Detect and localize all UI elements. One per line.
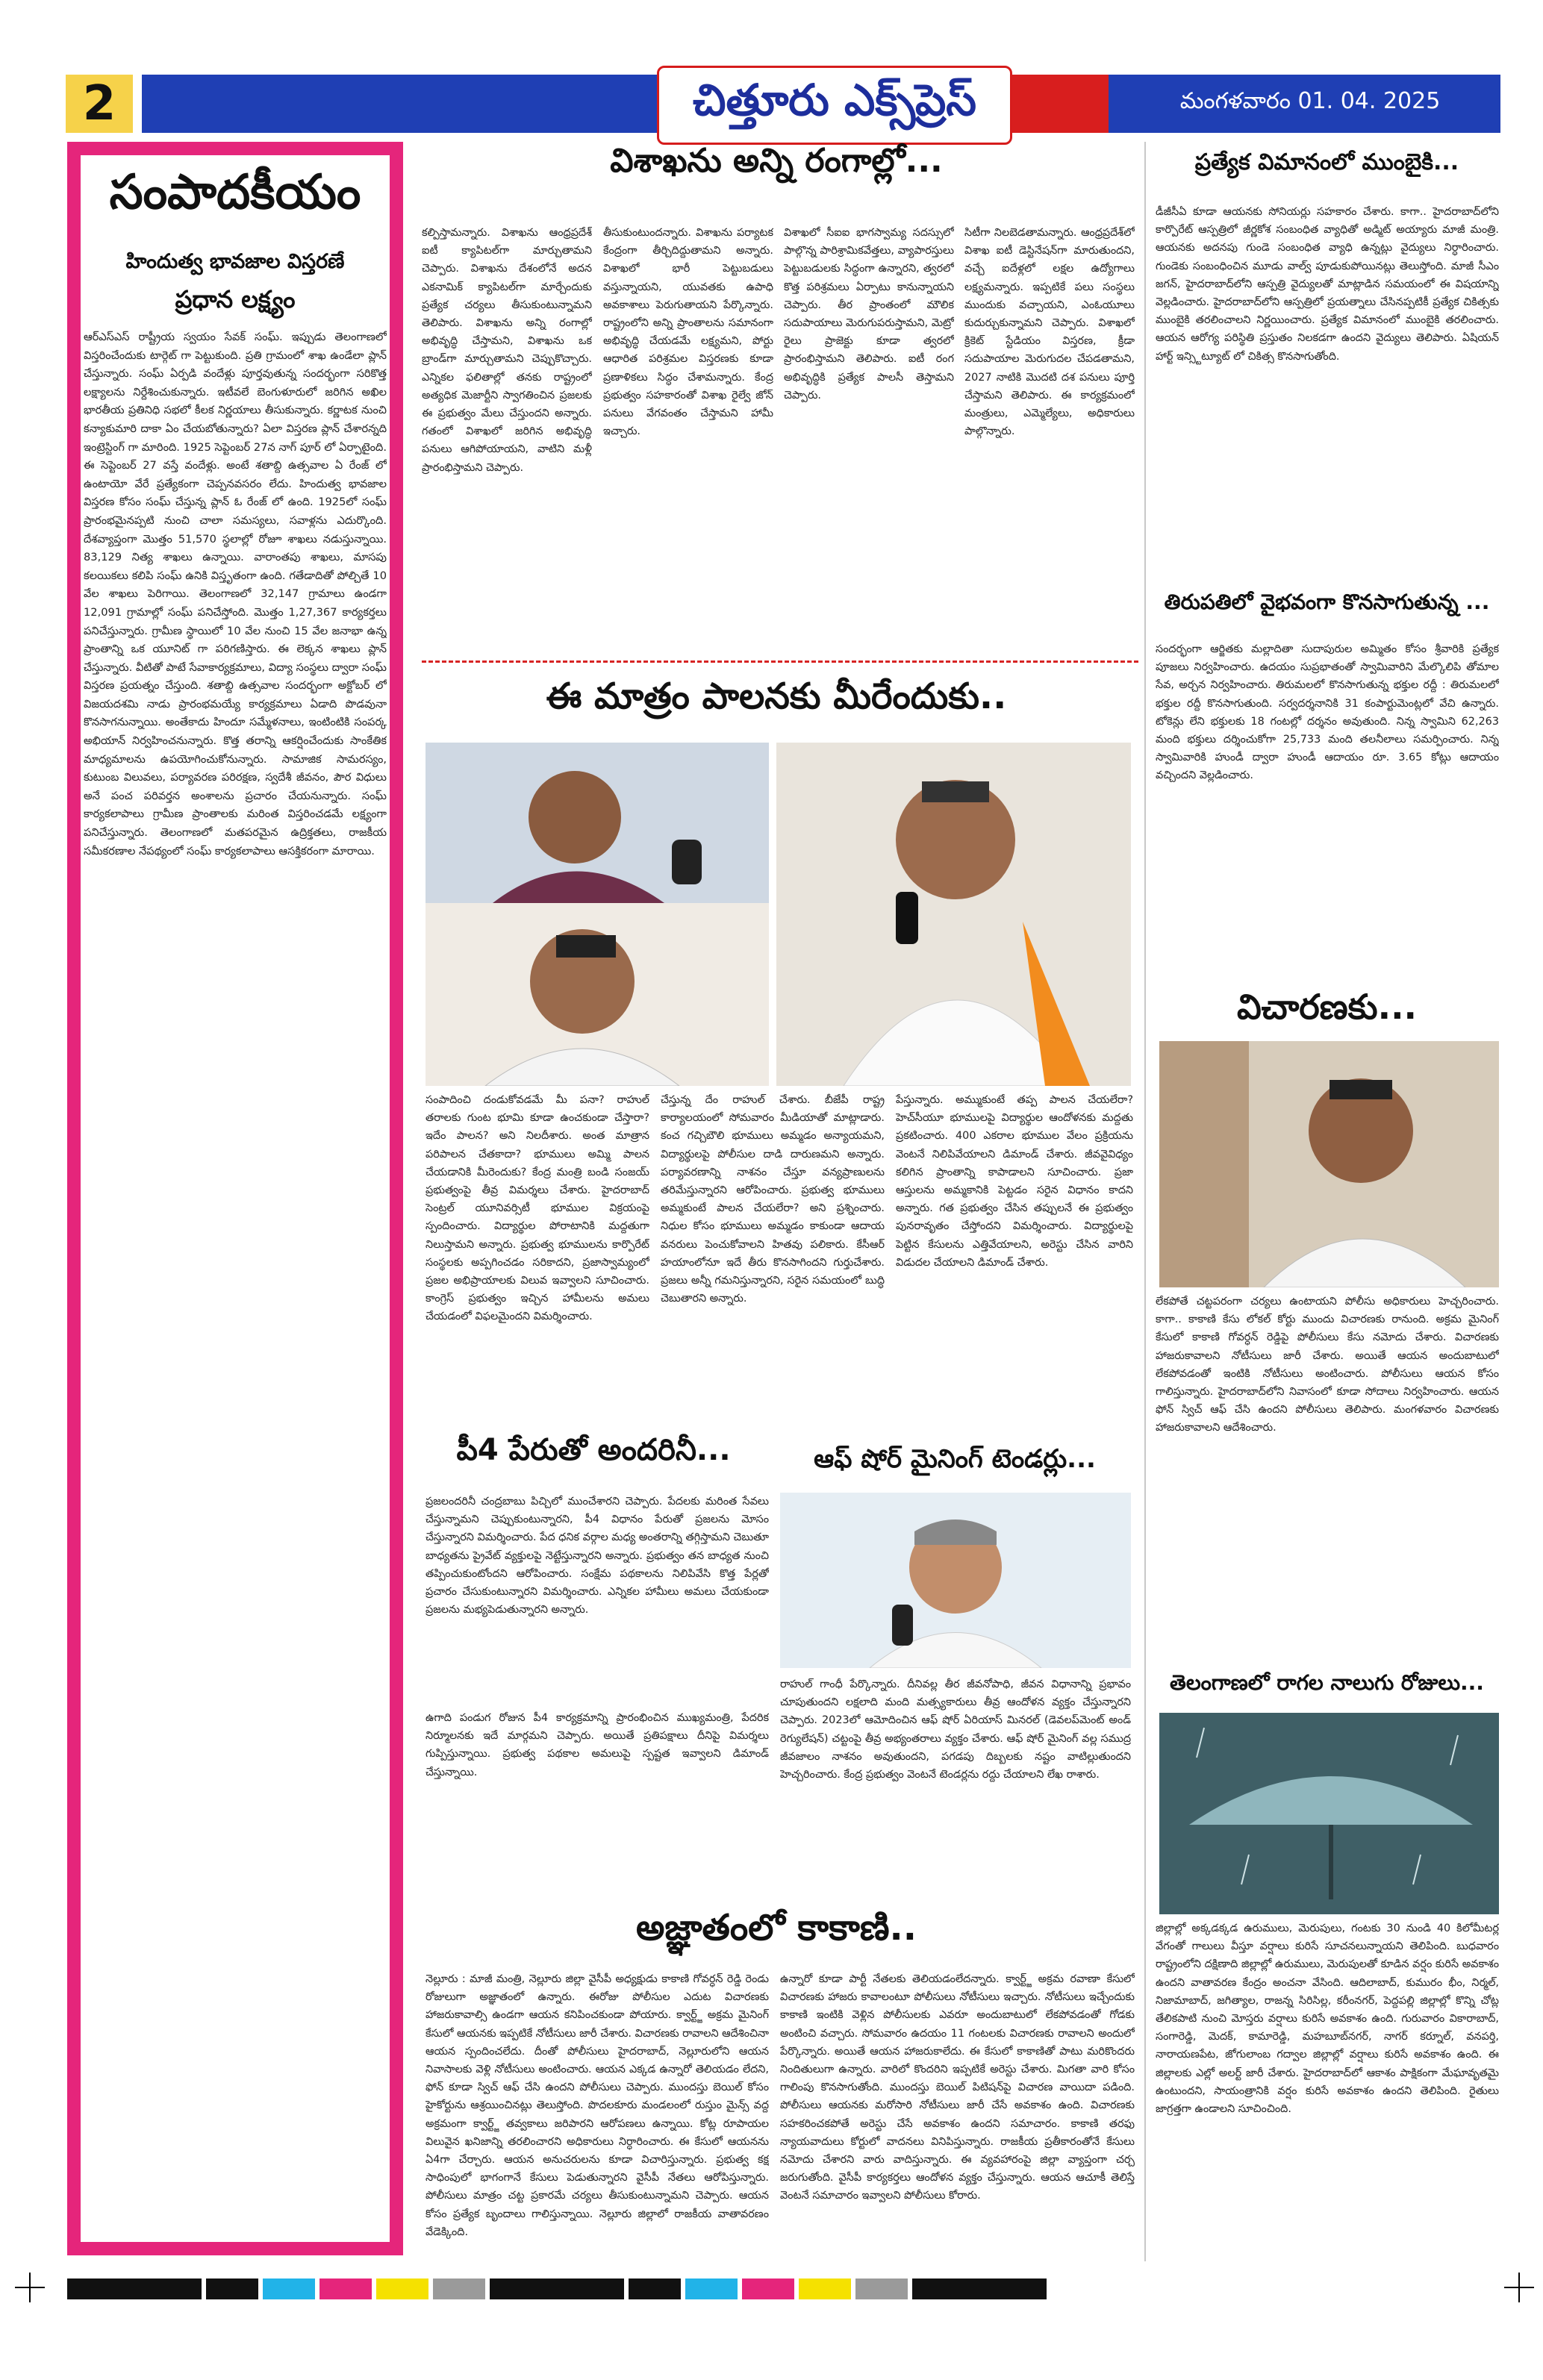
page-number: 2 (66, 75, 133, 133)
issue-date: మంగళవారం 01. 04. 2025 (1179, 88, 1441, 114)
special-flight-body: డీజీసీఏ కూడా ఆయనకు సోనియర్లు సహకారం చేశారు. కాగా.. హైదరాబాద్‌లోని కార్పొరేట్ ఆస్పత్రిలో జీర్ణకోశ సంబంధిత వ్యాధితో అడ్మిట్ అయ్యారు మాజీ మంత్రి. ఆయనకు అదనపు గుండె సంబంధిత వ్యాధి ఉన్నట్లు వైద్యులు నిర్ధారించారు. గుండెకు సంబంధించిన మూడు వాల్వ్ పూడుకుపోయినట్లు తెలుస్తోంది. మాజీ సీఎం జగన్, హైదరాబాద్‌లోని ఆస్పత్రి వైద్యులతో మాట్లాడిన సమయంలో ఈ విషయాన్ని వెల్లడించారు. హైదరాబాద్‌లోని ఆస్పత్రిలో ప్రయత్నాలు చేసినప్పటికీ ప్రత్యేక చికిత్సకు ముంబైకి తరలించాలని నిర్ణయించారు. ప్రత్యేక విమానంలో ముంబైకి తరలించారు. ఆయన ఆరోగ్య పరిస్థితి ప్రస్తుతం నిలకడగా ఉందని వైద్యులు తెలిపారు. ఏషియన్ హార్ట్ ఇన్స్టిట్యూట్ లో చికిత్స కొనసాగుతోంది. (1156, 206, 1499, 363)
governance-col-3: పేస్తున్నారు. అమ్ముకుంటే తప్ప పాలన చేయలేరా? హెచ్‌సీయూ భూములపై విద్యార్థుల ఆందోళనకు మద్దతు ప్రకటించారు. 400 ఎకరాల భూముల వేలం ప్రక్రియను వెంటనే నిలిపివేయాలని డిమాండ్ చేశారు. జీవవైవిధ్యం కలిగిన ప్రాంతాన్ని కాపాడాలని సూచించారు. ప్రజా ఆస్తులను అమ్మకానికి పెట్టడం సరైన విధానం కాదని అన్నారు. గత ప్రభుత్వం చేసిన తప్పులనే ఈ ప్రభుత్వం పునరావృతం చేస్తోందని విమర్శించారు. విద్యార్థులపై పెట్టిన కేసులను ఎత్తివేయాలని, అరెస్టు చేసిన వారిని విడుదల చేయాలని డిమాండ్ చేశారు. (896, 1094, 1133, 1269)
register-swatch (855, 2279, 908, 2299)
headline-p4: పీ4 పేరుతో అందరినీ... (456, 1433, 731, 1467)
kakani-col-2: ఉన్నారో కూడా పార్టీ నేతలకు తెలియడంలేదన్నారు. క్వార్ట్జ్ అక్రమ రవాణా కేసులో విచారణకు హాజరు కావాలంటూ పోలీసులు నోటీసులు ఇచ్చారు. నోటీసులు ఇచ్చేందుకు కాకాణి ఇంటికి వెళ్లిన పోలీసులకు ఎవరూ అందుబాటులో లేకపోవడంతో గోడకు అంటించి వచ్చారు. సోమవారం ఉదయం 11 గంటలకు విచారణకు రావాలని అందులో పేర్కొన్నారు. అయితే ఆయన హాజరుకాలేదు. ఈ కేసులో కాకాణితో పాటు మరికొందరు నిందితులుగా ఉన్నారు. వారిలో కొందరిని ఇప్పటికే అరెస్టు చేశారు. మిగతా వారి కోసం గాలింపు కొనసాగుతోంది. ముందస్తు బెయిల్ పిటిషన్‌పై విచారణ వాయిదా పడింది. పోలీసులు ఆయనకు మరోసారి నోటీసులు జారీ చేసే అవకాశం ఉంది. విచారణకు సహకరించకపోతే అరెస్టు చేసే అవకాశం ఉందని సమాచారం. కాకాణి తరఫు న్యాయవాదులు కోర్టులో వాదనలు వినిపిస్తున్నారు. రాజకీయ ప్రతీకారంతోనే కేసులు నమోదు చేశారని వారు వాదిస్తున్నారు. ఈ వ్యవహారంపై జిల్లా వ్యాప్తంగా చర్చ జరుగుతోంది. వైసీపీ కార్యకర్తలు ఆందోళన వ్యక్తం చేస్తున్నారు. ఆయన ఆచూకీ తెలిస్తే వెంటనే సమాచారం ఇవ్వాలని పోలీసులు కోరారు. (780, 1973, 1135, 2202)
headline-rain-forecast: తెలంగాణలో రాగల నాలుగు రోజులు... (1170, 1670, 1484, 1695)
governance-col-2: చేస్తున్న దేం రాహుల్ చేశారు. బీజేపీ రాష్ట్ర కార్యాలయంలో సోమవారం మీడియాతో మాట్లాడారు. కంచ గచ్చిబౌలి భూములు అమ్మడం అన్యాయమని, విద్యార్థులపై పోలీసుల దాడి దారుణమని అన్నారు. పర్యావరణాన్ని నాశనం చేస్తూ వన్యప్రాణులను తరిమేస్తున్నారని ఆరోపించారు. ప్రభుత్వ భూములు అమ్మకుంటే పాలన చేయలేరా? అని ప్రశ్నించారు. నిధుల కోసం భూములు అమ్మడం కాకుండా ఆదాయ వనరులు పెంచుకోవాలని హితవు పలికారు. కేసీఆర్ హయాంలోనూ ఇదే తీరు కొనసాగిందని గుర్తుచేశారు. ప్రజలు అన్నీ గమనిస్తున్నారని, సరైన సమయంలో బుద్ధి చెబుతారని అన్నారు. (661, 1094, 885, 1305)
headline-offshore-mining: ఆఫ్ షోర్ మైనింగ్ టెండర్లు... (814, 1444, 1096, 1474)
register-swatch (912, 2279, 1047, 2299)
p4-body-2: ఉగాది పండుగ రోజున పీ4 కార్యక్రమాన్ని ప్రారంభించిన ముఖ్యమంత్రి, పేదరిక నిర్మూలనకు ఇదే మార్గమని చెప్పారు. అయితే ప్రతిపక్షాలు దీనిపై విమర్శలు గుప్పిస్తున్నాయి. ప్రభుత్వ పథకాల అమలుపై స్పష్టత ఇవ్వాలని డిమాండ్ చేస్తున్నాయి. (426, 1712, 769, 1778)
register-swatch (376, 2279, 428, 2299)
visakha-col-4: సిటీగా నిలబెడతామన్నారు. ఆంధ్రప్రదేశ్‌లో విశాఖ ఐటీ డెస్టినేషన్‌గా మారుతుందని, వచ్చే ఐదేళ్లలో లక్షల ఉద్యోగాలు లక్ష్యమన్నారు. ఇప్పటికే పలు సంస్థలు ముందుకు వచ్చాయని, ఎంఓయూలు కుదుర్చుకున్నామని చెప్పారు. విశాఖలో క్రికెట్ స్టేడియం విస్తరణ, క్రీడా సదుపాయాల మెరుగుదల చేపడతామని, 2027 నాటికి మొదటి దశ పనులు పూర్తి చేస్తామని తెలిపారు. ఈ కార్యక్రమంలో మంత్రులు, ఎమ్మెల్యేలు, అధికారులు పాల్గొన్నారు. (964, 227, 1135, 438)
headline-inquiry: విచారణకు... (1236, 987, 1418, 1027)
header-red-block (1011, 75, 1109, 133)
kakani-col-1: నెల్లూరు : మాజీ మంత్రి, నెల్లూరు జిల్లా వైసీపీ అధ్యక్షుడు కాకాణి గోవర్ధన్ రెడ్డి రెండు రోజులుగా అజ్ఞాతంలో ఉన్నారు. ఈరోజు పోలీసుల ఎదుట విచారణకు హాజరుకావాల్సి ఉండగా ఆయన కనిపించకుండా పోయారు. క్వార్ట్జ్ అక్రమ మైనింగ్ కేసులో ఆయనకు ఇప్పటికే నోటీసులు జారీ చేశారు. విచారణకు రావాలని ఆదేశించినా ఆయన స్పందించలేదు. దీంతో పోలీసులు హైదరాబాద్, నెల్లూరులోని ఆయన నివాసాలకు వెళ్లి నోటీసులు అంటించారు. ఆయన ఎక్కడ ఉన్నారో తెలియడం లేదని, ఫోన్ కూడా స్విచ్ ఆఫ్ చేసి ఉందని పోలీసులు చెప్పారు. ముందస్తు బెయిల్ కోసం హైకోర్టును ఆశ్రయించినట్లు తెలుస్తోంది. పొదలకూరు మండలంలో రుస్తుం మైన్స్ వద్ద అక్రమంగా క్వార్ట్జ్ తవ్వకాలు జరిపారని ఆరోపణలు ఉన్నాయి. కోట్ల రూపాయల విలువైన ఖనిజాన్ని తరలించారని అధికారులు నిర్ధారించారు. ఈ కేసులో ఆయనను ఏ4గా చేర్చారు. ఆయన అనుచరులను కూడా విచారిస్తున్నారు. ప్రభుత్వ కక్ష సాధింపులో భాగంగానే కేసులు పెడుతున్నారని వైసీపీ నేతలు ఆరోపిస్తున్నారు. పోలీసులు మాత్రం చట్ట ప్రకారమే చర్యలు తీసుకుంటున్నామని చెప్పారు. ఆయన కోసం ప్రత్యేక బృందాలు గాలిస్తున్నాయి. నెల్లూరు జిల్లాలో రాజకీయ వాతావరణం వేడెక్కింది. (426, 1973, 769, 2238)
headline-kakani: అజ్ఞాతంలో కాకాణి.. (635, 1907, 917, 1949)
color-register-bar (67, 2276, 1500, 2302)
inquiry-body: లేకపోతే చట్టపరంగా చర్యలు ఉంటాయని పోలీసు అధికారులు హెచ్చరించారు. కాగా.. కాకాణి కేసు లోకల్ కోర్టు ముందు విచారణకు రానుంది. అక్రమ మైనింగ్ కేసులో కాకాణి గోవర్ధన్ రెడ్డిపై పోలీసులు కేసు నమోదు చేశారు. విచారణకు హాజరుకావాలని నోటీసులు జారీ చేశారు. అయితే ఆయన అందుబాటులో లేకపోవడంతో ఇంటికి నోటీసులు అంటించారు. పోలీసులు ఆయన కోసం గాలిస్తున్నారు. హైదరాబాద్‌లోని నివాసంలో కూడా సోదాలు నిర్వహించారు. ఆయన ఫోన్ స్విచ్ ఆఫ్ చేసి ఉందని పోలీసులు తెలిపారు. మంగళవారం విచారణకు హాజరుకావాలని ఆదేశించారు. (1156, 1296, 1499, 1434)
editorial-headline: ప్రధాన లక్ష్యం (175, 285, 296, 313)
photo-kakani (1159, 1041, 1499, 1287)
tirupati-body: సందర్భంగా ఆర్జితకు మల్లాదితా సుదాపురుల అమ్మితం కోసం శ్రీవారికి ప్రత్యేక పూజలు నిర్వహించారు. ఉదయం సుప్రభాతంతో స్వామివారిని మేల్కొలిపి తోమాల సేవ, అర్చన నిర్వహించారు. తిరుమలలో కొనసాగుతున్న భక్తుల రద్దీ : తిరుమలలో భక్తుల రద్దీ కొనసాగుతుంది. సర్వదర్శనానికి 31 కంపార్టుమెంట్లలో వేచి ఉన్నారు. టోకెన్లు లేని భక్తులకు 18 గంటల్లో దర్శనం అవుతుంది. నిన్న స్వామిని 62,263 మంది భక్తులు దర్శించుకోగా 25,733 మంది తలనీలాలు సమర్పించారు. నిన్న స్వామివారికి హుండీ ద్వారా హుండీ ఆదాయం రూ. 3.65 కోట్లు ఆదాయం వచ్చిందని వెల్లడించారు. (1156, 643, 1499, 782)
register-swatch (67, 2279, 202, 2299)
column-rule (1144, 142, 1146, 2261)
register-swatch (799, 2279, 851, 2299)
headline-tirupati: తిరుపతిలో వైభవంగా కొనసాగుతున్న ... (1164, 590, 1490, 614)
crop-mark-right (1504, 2273, 1534, 2302)
register-swatch (263, 2279, 315, 2299)
headline-special-flight: ప్రత్యేక విమానంలో ముంబైకి... (1194, 149, 1459, 175)
editorial-body: ఆర్‌ఎస్‌ఎస్ రాష్ట్రీయ స్వయం సేవక్ సంఘ్. ఇప్పుడు తెలంగాణలో విస్తరించేందుకు టార్గెట్ గా పెట్టుకుంది. ప్రతి గ్రామంలో శాఖ ఉండేలా ప్లాన్ చేస్తున్నారు. సంఘ్ ఏర్పడి వందేళ్లు పూర్తవుతున్న సందర్భంగా సరికొత్త లక్ష్యాలను నిర్దేశించుకున్నారు. ఇటీవలే బెంగుళూరులో జరిగిన అఖిల భారతీయ ప్రతినిధి సభలో కీలక నిర్ణయాలు తీసుకున్నారు. కర్ణాటక నుంచి కన్యాకుమారి దాకా ఏం చేయబోతున్నారు? ఏలా విస్తరణ ప్లాన్ చేశారన్నది ఇంట్రెస్టింగ్ గా మారింది. 1925 సెప్టెంబర్ 27న నాగ్ పూర్ లో ఏర్పాటైంది. ఈ సెప్టెంబర్ 27 వస్తే వందేళ్లు. అంటే శతాబ్ది ఉత్సవాల ఏ రేంజ్ లో ఉంటాయో వేరే ప్రత్యేకంగా చెప్పనవసరం లేదు. హిందుత్వ భావజాల విస్తరణ కోసం సంఘ్ చేస్తున్న ప్లాన్ ఓ రేంజ్ లో ఉంది. 1925లో సంఘ్ ప్రారంభమైనప్పటి నుంచి చాలా సమస్యలు, సవాళ్లను ఎదుర్కొంది. దేశవ్యాప్తంగా మొత్తం 51,570 స్థలాల్లో రోజూ శాఖలు నడుస్తున్నాయి. 83,129 నిత్య శాఖలు ఉన్నాయి. వారాంతపు శాఖలు, మాసపు కలయికలు కలిపి సంఘ్ ఉనికి విస్తృతంగా ఉంది. గతేడాదితో పోల్చితే 10 వేల శాఖలు పెరిగాయి. తెలంగాణలో 32,147 గ్రామాలు ఉండగా 12,091 గ్రామాల్లో సంఘ్ పనిచేస్తోంది. మొత్తం 1,27,367 కార్యకర్తలు పనిచేస్తున్నారు. గ్రామీణ స్థాయిలో 10 వేల నుంచి 15 వేల జనాభా ఉన్న ప్రాంతాన్ని ఒక యూనిట్ గా పరిగణిస్తారు. ఈ లెక్కన శాఖలు ప్లాన్ చేస్తున్నారు. వీటితో పాటే సేవాకార్యక్రమాలు, విద్యా సంస్థలు ద్వారా సంఘ్ విస్తరణ ప్రయత్నం చేస్తుంది. శతాబ్ది ఉత్సవాల సందర్భంగా అక్టోబర్ లో విజయదశమి నాడు ప్రారంభమయ్యే కార్యక్రమాలు ఏడాది పొడవునా కొనసాగనున్నాయి. అంతేకాదు హిందూ సమ్మేళనాలు, ఇంటింటికి సంపర్క అభియాన్ నిర్వహించనున్నారు. కొత్త తరాన్ని ఆకర్షించేందుకు సాంకేతిక మాధ్యమాలను ఉపయోగించుకోనున్నారు. సామాజిక సామరస్యం, కుటుంబ విలువలు, పర్యావరణ పరిరక్షణ, స్వదేశీ జీవనం, పౌర విధులు అనే పంచ పరివర్తన అంశాలను ప్రచారం చేయనున్నారు. సంఘ్ కార్యకలాపాలు గ్రామీణ ప్రాంతాలకు మరింత విస్తరించడమే లక్ష్యంగా పనిచేస్తున్నారు. తెలంగాణలో మతపరమైన ఉద్రిక్తతలు, రాజకీయ సమీకరణాల నేపథ్యంలో సంఘ్ కార్యకలాపాలు ఆసక్తికరంగా మారాయి. (84, 331, 387, 858)
editorial-subtitle: హిందుత్వ భావజాల విస్తరణే (125, 250, 345, 273)
visakha-col-2: తీసుకుంటుందన్నారు. విశాఖను పర్యాటక కేంద్రంగా తీర్చిదిద్దుతామని అన్నారు. విశాఖలో భారీ పెట్టుబడులు వస్తున్నాయని, యువతకు ఉపాధి అవకాశాలు పెరుగుతాయని పేర్కొన్నారు. రాష్ట్రంలోని అన్ని ప్రాంతాలను సమానంగా అభివృద్ధి చేయడమే లక్ష్యమని, పోర్టు ఆధారిత పరిశ్రమల విస్తరణకు కూడా ప్రణాళికలు సిద్ధం చేశామన్నారు. కేంద్ర ప్రభుత్వం సహకారంతో విశాఖ రైల్వే జోన్ పనులు వేగవంతం చేస్తామని హామీ ఇచ్చారు. (603, 227, 773, 438)
governance-col-1: సంపాదించి దండుకోవడమే మీ పనా? రాహుల్ తరాలకు గుంట భూమి కూడా ఉంచకుండా చేస్తారా? ఇదేం పాలన? అని నిలదీశారు. అంత మాత్రాన పరిపాలన చేతకాదా? భూములు అమ్మి పాలన చేయడానికి మీరెందుకు? కేంద్ర మంత్రి బండి సంజయ్ ప్రభుత్వంపై తీవ్ర విమర్శలు చేశారు. హైదరాబాద్ సెంట్రల్ యూనివర్సిటీ భూముల విక్రయంపై స్పందించారు. విద్యార్థుల పోరాటానికి మద్దతుగా నిలుస్తామని అన్నారు. ప్రభుత్వ భూములను కార్పొరేట్ సంస్థలకు అప్పగించడం సరికాదని, ప్రజాస్వామ్యంలో ప్రజల అభిప్రాయాలకు విలువ ఇవ్వాలని సూచించారు. కాంగ్రెస్ ప్రభుత్వం ఇచ్చిన హామీలను అమలు చేయడంలో విఫలమైందని విమర్శించారు. (426, 1094, 649, 1323)
register-swatch (206, 2279, 258, 2299)
register-swatch (319, 2279, 372, 2299)
register-swatch (742, 2279, 794, 2299)
visakha-col-1: కల్పిస్తామన్నారు. విశాఖను ఆంధ్రప్రదేశ్ ఐటీ క్యాపిటల్‌గా మార్చుతామని చెప్పారు. విశాఖను దేశంలోనే అదన ఎకనామిక్ క్యాపిటల్‌గా మార్చేందుకు ప్రత్యేక చర్యలు తీసుకుంటున్నామని తెలిపారు. విశాఖను అన్ని రంగాల్లో అభివృద్ధి చేస్తామని, విశాఖను ఒక బ్రాండ్‌గా మార్చుతామని చెప్పుకొచ్చారు. ఎన్నికల ఫలితాల్లో తనకు రాష్ట్రంలో అత్యధిక మెజార్టీని స్వాగతించిన ప్రజలకు ఈ ప్రభుత్వం మేలు చేస్తుందని అన్నారు. గతంలో విశాఖలో జరిగిన అభివృద్ధి పనులు ఆగిపోయాయని, వాటిని మళ్లీ ప్రారంభిస్తామని చెప్పారు. (422, 227, 592, 474)
headline-governance: ఈ మాత్రం పాలనకు మీరేందుకు.. (546, 675, 1007, 717)
register-swatch (629, 2279, 681, 2299)
p4-body: ప్రజలందరినీ చంద్రబాబు పిచ్చిలో ముంచేశారని చెప్పారు. పేదలకు మరింత సేవలు చేస్తున్నామని చెప్పుకుంటున్నారని, పీ4 విధానం పేరుతో ప్రజలను మోసం చేస్తున్నారని విమర్శించారు. పేద ధనిక వర్గాల మధ్య అంతరాన్ని తగ్గిస్తామని చెబుతూ బాధ్యతను ప్రైవేట్ వ్యక్తులపై నెట్టేస్తున్నారని అన్నారు. ప్రభుత్వం తన బాధ్యత నుంచి తప్పించుకుంటోందని ఆరోపించారు. సంక్షేమ పథకాలను నిలిపివేసి కొత్త పేర్లతో ప్రచారం చేసుకుంటున్నారని విమర్శించారు. ఎన్నికల హామీలు అమలు చేయకుండా ప్రజలను మభ్యపెడుతున్నారని అన్నారు. (426, 1496, 769, 1617)
rain-forecast-body: జిల్లాల్లో అక్కడక్కడ ఉరుములు, మెరుపులు, గంటకు 30 నుండి 40 కిలోమీటర్ల వేగంతో గాలులు వీస్తూ వర్షాలు కురిసే సూచనలున్నాయని తెలిపింది. బుధవారం రాష్ట్రంలోని దక్షిణాది జిల్లాల్లో ఉరుములు, మెరుపులతో కూడిన వర్షం కురిసే అవకాశం ఉందని వాతావరణ కేంద్రం అంచనా వేసింది. ఆదిలాబాద్, కుమురం భీం, నిర్మల్, నిజామాబాద్, జగిత్యాల, రాజన్న సిరిసిల్ల, కరీంనగర్, పెద్దపల్లి జిల్లాల్లో కొన్ని చోట్ల తేలికపాటి నుంచి మోస్తరు వర్షాలు కురిసే అవకాశం ఉంది. గురువారం వికారాబాద్, సంగారెడ్డి, మెదక్, కామారెడ్డి, మహబూబ్‌నగర్, నాగర్ కర్నూల్, వనపర్తి, నారాయణపేట, జోగులాంబ గద్వాల జిల్లాల్లో వర్షాలు కురిసే అవకాశం ఉంది. ఈ జిల్లాలకు ఎల్లో అలర్ట్ జారీ చేశారు. హైదరాబాద్‌లో ఆకాశం పాక్షికంగా మేఘావృతమై ఉంటుందని, సాయంత్రానికి వర్షం కురిసే అవకాశం ఉందని తెలిపింది. రైతులు జాగ్రత్తగా ఉండాలని సూచించింది. (1156, 1923, 1499, 2116)
editorial-title: సంపాదకీయం (109, 164, 361, 220)
photo-bandi-sanjay (776, 743, 1131, 1086)
crop-mark-left (15, 2273, 45, 2302)
photo-leaders-left (426, 743, 769, 1086)
offshore-mining-body: రాహుల్ గాంధీ పేర్కొన్నారు. దీనివల్ల తీర జీవనోపాధి, జీవన విధానాన్ని ప్రభావం చూపుతుందని లక్షలాది మంది మత్స్యకారులు తీవ్ర ఆందోళన వ్యక్తం చేస్తున్నారని చెప్పారు. 2023లో ఆమోదించిన ఆఫ్ షోర్ ఏరియాస్ మినరల్ (డెవలప్‌మెంట్ అండ్ రెగ్యులేషన్) చట్టంపై తీవ్ర అభ్యంతరాలు వ్యక్తం చేశారు. ఆఫ్ షోర్ మైనింగ్ వల్ల సముద్ర జీవజాలం నాశనం అవుతుందని, పగడపు దిబ్బలకు నష్టం వాటిల్లుతుందని హెచ్చరించారు. కేంద్ర ప్రభుత్వం వెంటనే టెండర్లను రద్దు చేయాలని లేఖ రాశారు. (780, 1678, 1131, 1781)
register-swatch (433, 2279, 485, 2299)
masthead-logo: చిత్తూరు ఎక్స్‌ప్రెస్ (657, 66, 1012, 145)
photo-umbrella-rain (1159, 1713, 1499, 1914)
section-divider (422, 660, 1138, 663)
register-swatch (685, 2279, 738, 2299)
headline-visakha: విశాఖను అన్ని రంగాల్లో... (610, 142, 943, 180)
visakha-col-3: విశాఖలో సీఐఐ భాగస్వామ్య సదస్సులో పాల్గొన్న పారిశ్రామికవేత్తలు, వ్యాపారస్తులు పెట్టుబడులకు సిద్ధంగా ఉన్నారని, త్వరలో కొత్త పరిశ్రమలు ఏర్పాటు కానున్నాయని చెప్పారు. తీర ప్రాంతంలో మౌలిక సదుపాయాలు మెరుగుపరుస్తామని, మెట్రో రైలు ప్రాజెక్టు కూడా త్వరలో ప్రారంభిస్తామని తెలిపారు. ఐటీ రంగ అభివృద్ధికి ప్రత్యేక పాలసీ తెస్తామని చెప్పారు. (784, 227, 954, 402)
register-swatch (490, 2279, 624, 2299)
photo-rahul-gandhi (780, 1493, 1131, 1668)
